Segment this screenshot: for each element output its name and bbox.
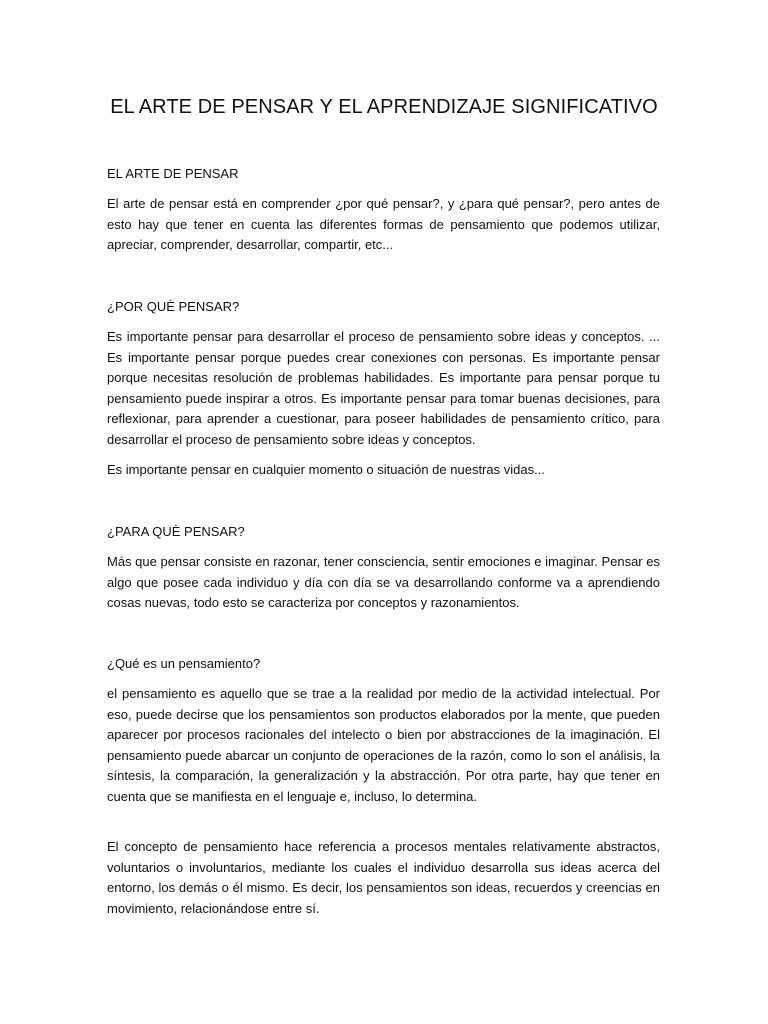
paragraph-que-es-un-pensamiento-2: El concepto de pensamiento hace referencia a procesos mentales relativamente abstractos, voluntarios o involuntarios, mediante los cuales el individuo desarrolla sus ideas acerca del entorno, los demás o él mismo. Es decir, los pensamientos son ideas, recuerdos y creencias en movimiento, relacionándose entre sí.: [107, 839, 660, 916]
section-heading-por-que-pensar: ¿POR QUÈ PENSAR?: [107, 299, 240, 314]
paragraph-que-es-un-pensamiento-1: el pensamiento es aquello que se trae a la realidad por medio de la actividad intelectual. Por eso, puede decirse que los pensamientos son productos elaborados por la mente, que pueden aparecer por procesos racionales del intelecto o bien por abstracciones de la imaginación. El pensamiento puede abarcar un conjunto de operaciones de la razón, como lo son el análisis, la síntesis, la comparación, la generalización y la abstracción. Por otra parte, hay que tener en cuenta que se manifiesta en el lenguaje e, incluso, lo determina.: [107, 686, 660, 804]
paragraph-por-que-pensar-1: Es importante pensar para desarrollar el proceso de pensamiento sobre ideas y conceptos. ... Es importante pensar porque puedes crear conexiones con personas. Es importante pensar porque necesitas resolución de problemas habilidades. Es importante para pensar porque tu pensamiento puede inspirar a otros. Es importante pensar para tomar buenas decisiones, para reflexionar, para aprender a cuestionar, para poseer habilidades de pensamiento crítico, para desarrollar el proceso de pensamiento sobre ideas y conceptos.: [107, 329, 660, 447]
paragraph-arte-de-pensar: El arte de pensar está en comprender ¿por qué pensar?, y ¿para qué pensar?, pero antes de esto hay que tener en cuenta las diferentes formas de pensamiento que podemos utilizar, apreciar, comprender, desarrollar, compartir, etc...: [107, 196, 660, 252]
document-title: EL ARTE DE PENSAR Y EL APRENDIZAJE SIGNIFICATIVO: [110, 96, 658, 118]
paragraph-para-que-pensar: Más que pensar consiste en razonar, tener consciencia, sentir emociones e imaginar. Pensar es algo que posee cada individuo y día con día se va desarrollando conforme va a aprendiendo cosas nuevas, todo esto se caracteriza por conceptos y razonamientos.: [107, 554, 660, 610]
paragraph-por-que-pensar-2: Es importante pensar en cualquier momento o situación de nuestras vidas...: [107, 462, 545, 477]
section-heading-para-que-pensar: ¿PARA QUÈ PENSAR?: [107, 524, 245, 539]
section-heading-que-es-un-pensamiento: ¿Qué es un pensamiento?: [107, 656, 261, 671]
section-heading-arte-de-pensar: EL ARTE DE PENSAR: [107, 166, 239, 181]
